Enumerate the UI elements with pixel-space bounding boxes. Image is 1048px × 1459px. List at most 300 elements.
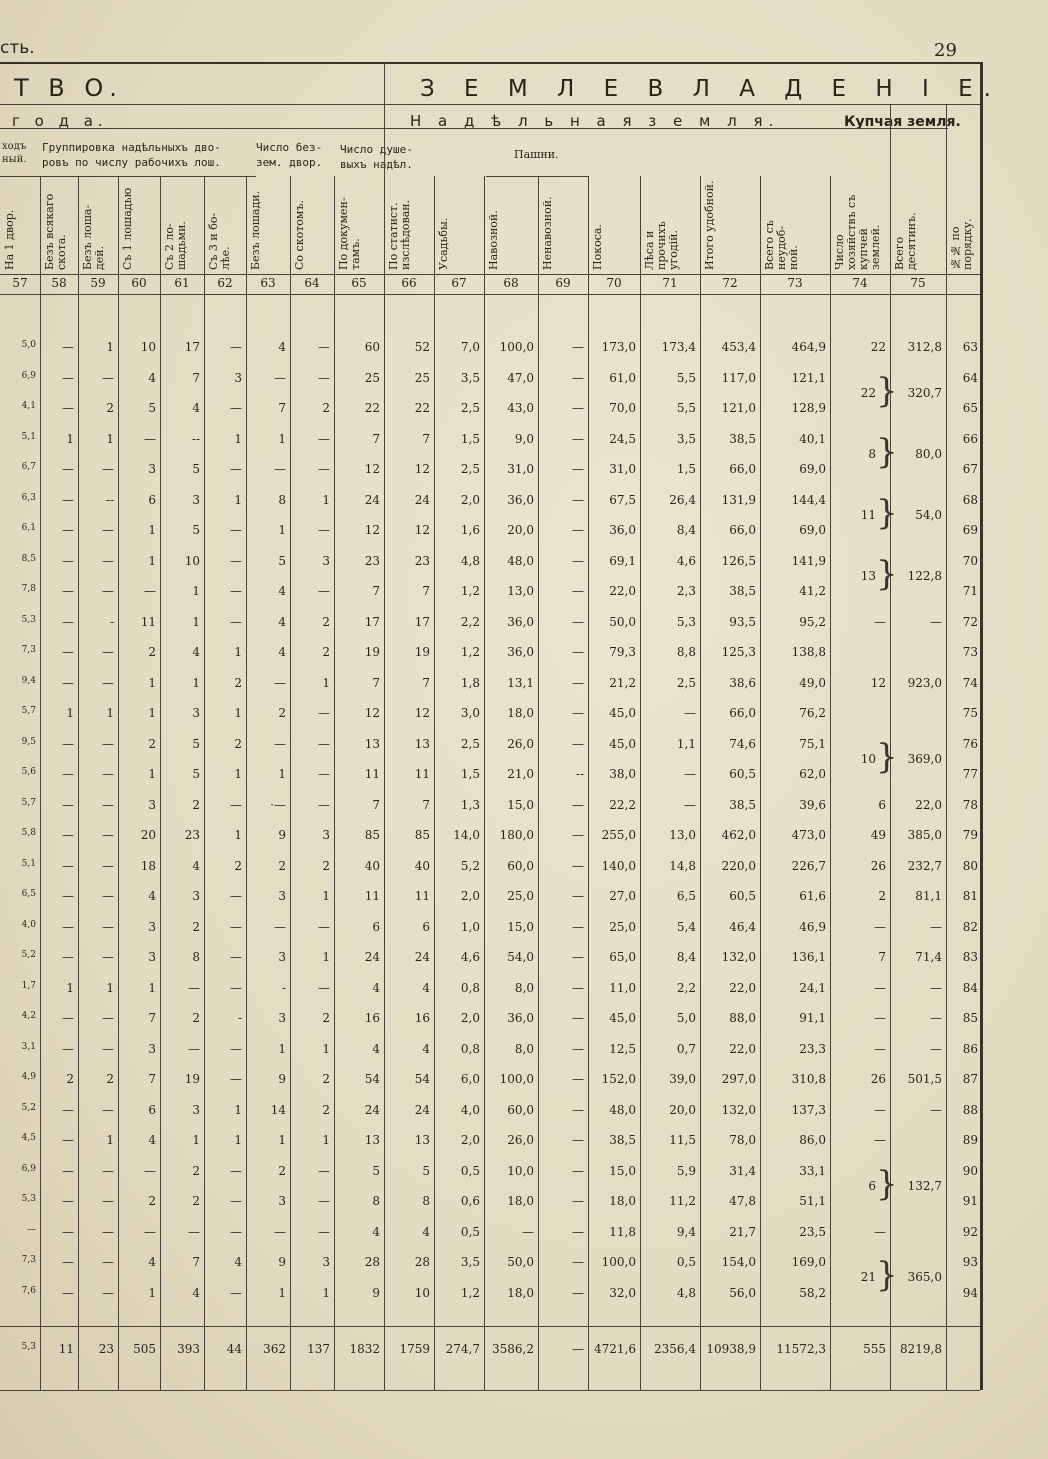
table-cell: — [144, 1224, 156, 1239]
table-cell: 24 [414, 950, 430, 964]
table-cell: 3 [148, 919, 156, 934]
table-cell: 75,1 [799, 736, 826, 751]
table-cell: 28 [364, 1255, 380, 1269]
table-cell: 12 [364, 706, 380, 720]
row-number: 76 [962, 736, 978, 751]
table-cell: — [102, 1224, 114, 1239]
table-cell: 1,2 [460, 645, 480, 659]
table-cell: 7 [422, 675, 430, 690]
brace-icon: } [876, 1255, 898, 1296]
table-cell: 5,7 [21, 797, 36, 808]
pashni-header: Пашни. [514, 148, 559, 161]
table-cell: 23 [364, 553, 380, 568]
table-cell: 11 [414, 889, 430, 903]
table-cell: 5 [148, 401, 156, 415]
table-cell: 9,5 [21, 736, 36, 747]
table-cell: 1,6 [460, 523, 480, 537]
table-cell: 12 [870, 675, 886, 690]
table-cell: 6,7 [21, 462, 36, 472]
brace-icon: } [876, 553, 898, 594]
gruppirovka-header: Группировка надѣльныхъ дво- ровъ по числу рабочихъ лош. [42, 141, 221, 169]
table-cell: 24,1 [799, 980, 826, 995]
table-cell: 3,5 [460, 1255, 480, 1269]
subtitle-rule [0, 128, 948, 129]
table-cell: - [237, 1011, 242, 1025]
table-cell: — [102, 1163, 114, 1178]
table-cell: 61,6 [799, 889, 826, 903]
table-cell: 3 [278, 889, 286, 903]
table-cell: 4 [372, 1224, 380, 1239]
table-cell: — [318, 340, 330, 354]
table-cell: 22 [414, 401, 430, 415]
table-cell: — [62, 1194, 74, 1208]
column-number: 59 [90, 276, 106, 290]
table-cell: 462,0 [721, 828, 756, 842]
table-cell: 4,8 [460, 553, 480, 568]
table-cell: 1,5 [460, 767, 480, 781]
table-cell: 7 [192, 1255, 200, 1269]
merged-cell-households: 8 [868, 446, 876, 461]
table-cell: 1 [66, 706, 74, 720]
table-cell: — [102, 858, 114, 873]
table-cell: 1,0 [460, 919, 480, 934]
table-cell: 7 [192, 370, 200, 385]
table-cell: 41,2 [799, 584, 826, 598]
table-cell: — [572, 1072, 584, 1086]
table-cell: 5,7 [21, 706, 36, 716]
table-cell: — [930, 1102, 942, 1117]
merged-cell-households: 13 [860, 568, 876, 583]
table-cell: 33,1 [799, 1163, 826, 1178]
table-cell: 86,0 [799, 1133, 826, 1147]
table-cell: 19 [184, 1072, 200, 1086]
table-cell: — [318, 431, 330, 446]
table-cell: — [62, 675, 74, 690]
table-cell: 4 [234, 1255, 242, 1269]
table-cell: — [684, 797, 696, 812]
table-cell: 19 [364, 645, 380, 659]
column-header-label: Всего десятинъ. [893, 212, 918, 270]
table-cell: 16 [414, 1011, 430, 1025]
row-number: 79 [962, 828, 978, 842]
table-cell: 4,5 [21, 1133, 36, 1143]
table-cell: 8 [422, 1194, 430, 1208]
column-header-label: Покоса. [591, 224, 604, 270]
header-bottom-rule [0, 274, 980, 275]
table-cell: — [572, 1011, 584, 1025]
table-cell: 4,9 [21, 1072, 36, 1082]
table-cell: 38,0 [609, 767, 636, 781]
table-cell: 5 [192, 462, 200, 476]
table-cell: 1 [234, 1133, 242, 1147]
column-number: 71 [662, 276, 678, 290]
table-cell: 8,8 [676, 645, 696, 659]
table-cell: 24 [414, 492, 430, 507]
table-cell: 4,1 [21, 401, 36, 411]
totals-cell: 8219,8 [900, 1342, 942, 1356]
table-cell: 1 [148, 675, 156, 690]
table-cell: 6 [372, 919, 380, 934]
table-cell: 7 [878, 950, 886, 964]
table-cell: 2,0 [460, 492, 480, 507]
table-cell: 14,0 [453, 828, 480, 842]
table-cell: 2 [234, 675, 242, 690]
table-cell: 3 [192, 889, 200, 903]
brace-icon: } [876, 736, 898, 777]
table-cell: — [102, 1102, 114, 1117]
table-cell: — [874, 1011, 886, 1025]
row-number: 66 [962, 431, 978, 446]
table-cell: 13,0 [669, 828, 696, 842]
table-cell: 3 [148, 950, 156, 964]
table-cell: — [230, 401, 242, 415]
table-cell: 7,0 [460, 340, 480, 354]
table-cell: 54 [414, 1072, 430, 1086]
table-cell: 7 [372, 431, 380, 446]
table-cell: 36,0 [507, 1011, 534, 1025]
table-cell: 5,9 [676, 1163, 696, 1178]
table-cell: 54 [364, 1072, 380, 1086]
table-cell: 1 [322, 889, 330, 903]
row-number: 81 [962, 889, 978, 903]
column-header-label: Число хозяйствъ съ купчей землей. [833, 194, 882, 270]
table-cell: — [62, 767, 74, 781]
table-cell: — [930, 1011, 942, 1025]
merged-cell-desiatins: 80,0 [915, 446, 942, 461]
column-header-label: Ненавозной. [541, 196, 554, 270]
totals-cell: — [572, 1342, 584, 1356]
table-cell: — [318, 736, 330, 751]
table-cell: 3,5 [460, 370, 480, 385]
table-cell: 25,0 [507, 889, 534, 903]
table-cell: 60,0 [507, 1102, 534, 1117]
table-cell: — [102, 370, 114, 385]
table-cell: — [188, 980, 200, 995]
table-cell: 17 [414, 614, 430, 629]
totals-cell: 362 [263, 1342, 286, 1356]
table-cell: 1 [106, 340, 114, 354]
table-cell: — [102, 1255, 114, 1269]
table-cell: — [144, 1163, 156, 1178]
table-cell: — [230, 1041, 242, 1056]
table-cell: 385,0 [907, 828, 942, 842]
table-cell: 54,0 [507, 950, 534, 964]
column-number: 74 [852, 276, 868, 290]
table-cell: — [62, 553, 74, 568]
table-cell: 1,3 [460, 797, 480, 812]
table-cell: 4 [192, 645, 200, 659]
totals-cell: 137 [307, 1342, 330, 1356]
table-cell: 2 [192, 919, 200, 934]
table-cell: 48,0 [609, 1102, 636, 1117]
table-cell: 125,3 [721, 645, 756, 659]
table-cell: — [684, 706, 696, 720]
table-cell: 100,0 [499, 340, 534, 354]
table-cell: 4,0 [460, 1102, 480, 1117]
table-cell: 4,8 [676, 1285, 696, 1300]
table-cell: 81,1 [915, 889, 942, 903]
table-cell: 9,4 [676, 1224, 696, 1239]
table-cell: — [318, 1224, 330, 1239]
table-cell: 5 [422, 1163, 430, 1178]
table-cell: 1 [234, 431, 242, 446]
table-cell: - [109, 614, 114, 629]
table-cell: 10 [414, 1285, 430, 1300]
table-cell: 141,9 [791, 553, 826, 568]
table-cell: 23 [184, 828, 200, 842]
table-cell: 4,6 [676, 553, 696, 568]
table-cell: — [230, 340, 242, 354]
row-number: 77 [962, 767, 978, 781]
table-cell: — [572, 797, 584, 812]
table-cell: 65,0 [609, 950, 636, 964]
table-cell: 21,0 [507, 767, 534, 781]
table-cell: — [318, 767, 330, 781]
table-cell: — [318, 797, 330, 812]
table-cell: 6 [148, 492, 156, 507]
bezzem-header: Число без- зем. двор. [256, 141, 323, 169]
table-cell: 27,0 [609, 889, 636, 903]
table-cell: 5,8 [21, 828, 36, 838]
row-number: 89 [962, 1133, 978, 1147]
table-cell: 26,4 [669, 492, 696, 507]
table-cell: — [230, 889, 242, 903]
table-cell: 85 [414, 828, 430, 842]
table-cell: 60,5 [729, 889, 756, 903]
table-cell: 21,2 [609, 675, 636, 690]
row-number: 84 [962, 980, 978, 995]
table-cell: — [318, 919, 330, 934]
table-cell: — [572, 1255, 584, 1269]
brace-icon: } [876, 492, 898, 533]
table-cell: — [102, 736, 114, 751]
column-rule [384, 62, 385, 1390]
table-cell: — [62, 950, 74, 964]
table-cell: 132,0 [721, 1102, 756, 1117]
table-cell: — [572, 431, 584, 446]
table-cell: 2 [106, 1072, 114, 1086]
table-cell: — [102, 1041, 114, 1056]
table-cell: 4,0 [21, 919, 36, 930]
table-cell: 1 [106, 980, 114, 995]
totals-cell: 274,7 [445, 1342, 480, 1356]
table-cell: 20,0 [669, 1102, 696, 1117]
table-cell: 45,0 [609, 736, 636, 751]
table-cell: 7 [422, 431, 430, 446]
column-number: 63 [260, 276, 276, 290]
table-cell: — [522, 1224, 534, 1239]
totals-cell: 1759 [399, 1342, 430, 1356]
left-title: Т В О. [14, 74, 123, 102]
table-cell: 31,0 [507, 462, 534, 476]
table-cell: 69,0 [799, 523, 826, 537]
table-cell: 4 [192, 1285, 200, 1300]
table-cell: — [572, 889, 584, 903]
table-cell: — [230, 1224, 242, 1239]
table-cell: — [230, 919, 242, 934]
table-cell: 38,5 [729, 431, 756, 446]
table-cell: 7,3 [21, 1255, 36, 1265]
totals-cell: 505 [133, 1342, 156, 1356]
table-cell: — [62, 1133, 74, 1147]
merged-cell-desiatins: 320,7 [907, 385, 942, 400]
table-cell: — [874, 1133, 886, 1147]
table-cell: 23,3 [799, 1041, 826, 1056]
table-cell: 154,0 [721, 1255, 756, 1269]
merged-cell-desiatins: 54,0 [915, 507, 942, 522]
kupchaya-header: Купчая земля. [844, 114, 961, 130]
table-cell: 13 [414, 1133, 430, 1147]
table-cell: 6,9 [21, 1163, 36, 1174]
table-cell: 14 [270, 1102, 286, 1117]
table-cell: 4 [148, 370, 156, 385]
table-cell: 1 [148, 980, 156, 995]
column-number: 60 [131, 276, 147, 290]
column-header-label: №№ по порядку. [949, 218, 974, 270]
table-cell: — [572, 1041, 584, 1056]
row-number: 88 [962, 1102, 978, 1117]
table-cell: — [930, 614, 942, 629]
table-cell: — [102, 889, 114, 903]
table-cell: — [930, 980, 942, 995]
table-cell: 13,0 [507, 584, 534, 598]
table-cell: 6,5 [21, 889, 36, 899]
page-number: 29 [934, 40, 957, 61]
table-cell: 2,5 [460, 462, 480, 476]
totals-cell: 11572,3 [776, 1342, 826, 1356]
table-cell: — [144, 584, 156, 598]
table-cell: 25,0 [609, 919, 636, 934]
table-cell: — [62, 889, 74, 903]
row-number: 68 [962, 492, 978, 507]
column-header-label: Безъ всякаго скота. [43, 193, 68, 270]
table-cell: — [230, 1285, 242, 1300]
table-cell: 8 [278, 492, 286, 507]
table-cell: 45,0 [609, 1011, 636, 1025]
table-cell: 1 [106, 431, 114, 446]
table-cell: 17 [364, 614, 380, 629]
prikhod-header: ходъ ный. [2, 141, 27, 165]
table-cell: 12 [364, 462, 380, 476]
table-cell: 1 [278, 523, 286, 537]
table-cell: 3 [278, 1011, 286, 1025]
table-cell: — [62, 340, 74, 354]
table-cell: 117,0 [721, 370, 756, 385]
table-cell: 79,3 [609, 645, 636, 659]
column-header-label: Навозной. [487, 210, 500, 270]
table-cell: — [274, 1224, 286, 1239]
table-cell: — [102, 1011, 114, 1025]
table-cell: — [230, 462, 242, 476]
table-cell: 3 [148, 797, 156, 812]
table-cell: 9 [278, 828, 286, 842]
table-cell: 2 [278, 858, 286, 873]
table-cell: 473,0 [791, 828, 826, 842]
table-cell: — [318, 1163, 330, 1178]
table-cell: 2 [106, 401, 114, 415]
totals-cell: 44 [226, 1342, 242, 1356]
table-cell: 85 [364, 828, 380, 842]
table-cell: 10 [140, 340, 156, 354]
table-cell: — [274, 462, 286, 476]
table-cell: — [318, 706, 330, 720]
table-cell: — [572, 401, 584, 415]
column-number: 72 [722, 276, 738, 290]
column-number: 58 [51, 276, 67, 290]
brace-icon: } [876, 1163, 898, 1204]
row-number: 87 [962, 1072, 978, 1086]
table-cell: — [572, 340, 584, 354]
table-cell: — [572, 1285, 584, 1300]
table-cell: 0,5 [676, 1255, 696, 1269]
table-cell: 60,0 [507, 858, 534, 873]
table-cell: 138,8 [791, 645, 826, 659]
table-cell: — [102, 1285, 114, 1300]
table-cell: 121,0 [721, 401, 756, 415]
table-cell: 4 [422, 1224, 430, 1239]
column-header-label: Безъ лоша- дей. [81, 204, 106, 270]
table-cell: 137,3 [791, 1102, 826, 1117]
row-number: 86 [962, 1041, 978, 1056]
table-cell: 8 [372, 1194, 380, 1208]
table-cell: 36,0 [507, 645, 534, 659]
column-header-label: Лѣса и прочихъ угодій. [643, 221, 680, 270]
table-cell: 2,2 [676, 980, 696, 995]
table-cell: - [281, 980, 286, 995]
table-cell: 40 [414, 858, 430, 873]
column-header-label: По статист. изслѣдован. [387, 199, 412, 270]
table-cell: 4 [278, 614, 286, 629]
table-cell: — [62, 1041, 74, 1056]
table-cell: — [102, 584, 114, 598]
table-cell: 6,1 [21, 523, 36, 533]
table-cell: 5,2 [460, 858, 480, 873]
table-cell: — [274, 919, 286, 934]
table-cell: 46,9 [799, 919, 826, 934]
table-cell: 17 [184, 340, 200, 354]
table-cell: 24 [364, 950, 380, 964]
table-cell: 11 [414, 767, 430, 781]
table-cell: 4 [422, 1041, 430, 1056]
row-number: 91 [962, 1194, 978, 1208]
table-cell: 2 [278, 1163, 286, 1178]
table-cell: 4,6 [460, 950, 480, 964]
table-cell: 7 [148, 1011, 156, 1025]
table-cell: 66,0 [729, 706, 756, 720]
table-cell: 126,5 [721, 553, 756, 568]
table-cell: — [102, 828, 114, 842]
table-cell: 69,0 [799, 462, 826, 476]
column-header-label: Итого удобной. [703, 180, 716, 270]
column-header-label: Всего съ неудоб- ной. [763, 220, 800, 270]
table-cell: 66,0 [729, 523, 756, 537]
merged-cell-households: 10 [860, 751, 876, 766]
table-cell: 2 [66, 1072, 74, 1086]
table-cell: 1 [278, 1133, 286, 1147]
totals-cell: 11 [58, 1342, 74, 1356]
totals-cell: 3586,2 [492, 1342, 534, 1356]
table-cell: 1 [322, 492, 330, 507]
table-cell: — [62, 828, 74, 842]
merged-cell-households: 21 [860, 1270, 876, 1285]
table-cell: — [188, 1041, 200, 1056]
table-cell: 22 [364, 401, 380, 415]
table-cell: 91,1 [799, 1011, 826, 1025]
table-cell: 7 [372, 797, 380, 812]
table-cell: 22 [870, 340, 886, 354]
table-cell: — [572, 523, 584, 537]
title-rule [0, 104, 980, 105]
